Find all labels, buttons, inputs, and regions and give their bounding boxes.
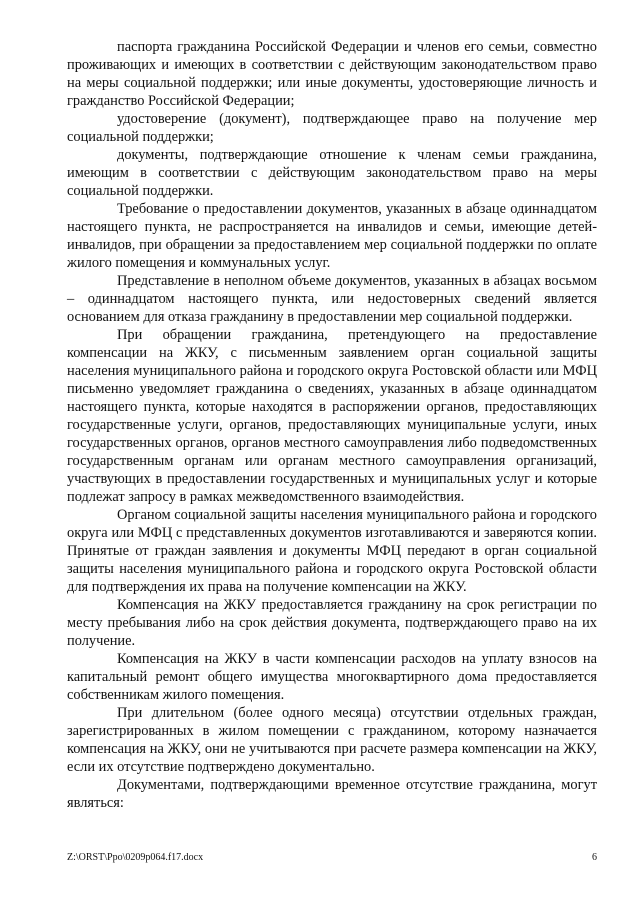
paragraph: Представление в неполном объеме документов, указанных в абзацах восьмом – одиннадцатом настоящего пункта, или недостоверных сведений является основанием для отказа гражданину в предоставлении мер социальной поддержки. bbox=[67, 273, 597, 325]
paragraph: Компенсация на ЖКУ предоставляется гражданину на срок регистрации по месту пребывания либо на срок действия документа, подтверждающего право на их получение. bbox=[67, 597, 597, 649]
paragraph: Компенсация на ЖКУ в части компенсации расходов на уплату взносов на капитальный ремонт общего имущества многоквартирного дома предоставляется собственникам жилого помещения. bbox=[67, 651, 597, 703]
paragraph: При обращении гражданина, претендующего на предоставление компенсации на ЖКУ, с письменным заявлением орган социальной защиты населения муниципального района и городского округа Ростовской области или МФЦ письменно уведомляет гражданина о сведениях, указанных в абзаце одиннадцатом настоящего пункта, которые находятся в распоряжении органов, предоставляющих государственные услуги, органов, предоставляющих муниципальные услуги, иных государственных органов, органов местного самоуправления либо подведомственных государственным органам или органам местного самоуправления организаций, участвующих в предоставлении государственных и муниципальных услуг и которые подлежат запросу в рамках межведомственного взаимодействия. bbox=[67, 327, 597, 505]
paragraph: Документами, подтверждающими временное отсутствие гражданина, могут являться: bbox=[67, 777, 597, 811]
paragraph: При длительном (более одного месяца) отсутствии отдельных граждан, зарегистрированных в жилом помещении с гражданином, которому назначается компенсация на ЖКУ, они не учитываются при расчете размера компенсации на ЖКУ, если их отсутствие подтверждено документально. bbox=[67, 705, 597, 775]
file-path: Z:\ORST\Ppo\0209p064.f17.docx bbox=[67, 852, 204, 863]
paragraph: документы, подтверждающие отношение к членам семьи гражданина, имеющим в соответствии с действующим законодательством право на меры социальной поддержки. bbox=[67, 147, 597, 199]
paragraph: Органом социальной защиты населения муниципального района и городского округа или МФЦ с представленных документов изготавливаются и заверяются копии. Принятые от граждан заявления и документы МФЦ передают в орган социальной защиты населения муниципального района и городского округа Ростовской области для подтверждения их права на получение компенсации на ЖКУ. bbox=[67, 507, 597, 595]
paragraph: паспорта гражданина Российской Федерации и членов его семьи, совместно проживающих и имеющих в соответствии с действующим законодательством право на меры социальной поддержки; или иные документы, удостоверяющие личность и гражданство Российской Федерации; bbox=[67, 39, 597, 109]
paragraph: удостоверение (документ), подтверждающее право на получение мер социальной поддержки; bbox=[67, 111, 597, 145]
paragraph: Требование о предоставлении документов, указанных в абзаце одиннадцатом настоящего пункта, не распространяется на инвалидов и семьи, имеющие детей-инвалидов, при обращении за предоставлением мер социальной поддержки по оплате жилого помещения и коммунальных услуг. bbox=[67, 201, 597, 271]
page-number: 6 bbox=[592, 852, 597, 863]
document-body bbox=[67, 38, 597, 812]
